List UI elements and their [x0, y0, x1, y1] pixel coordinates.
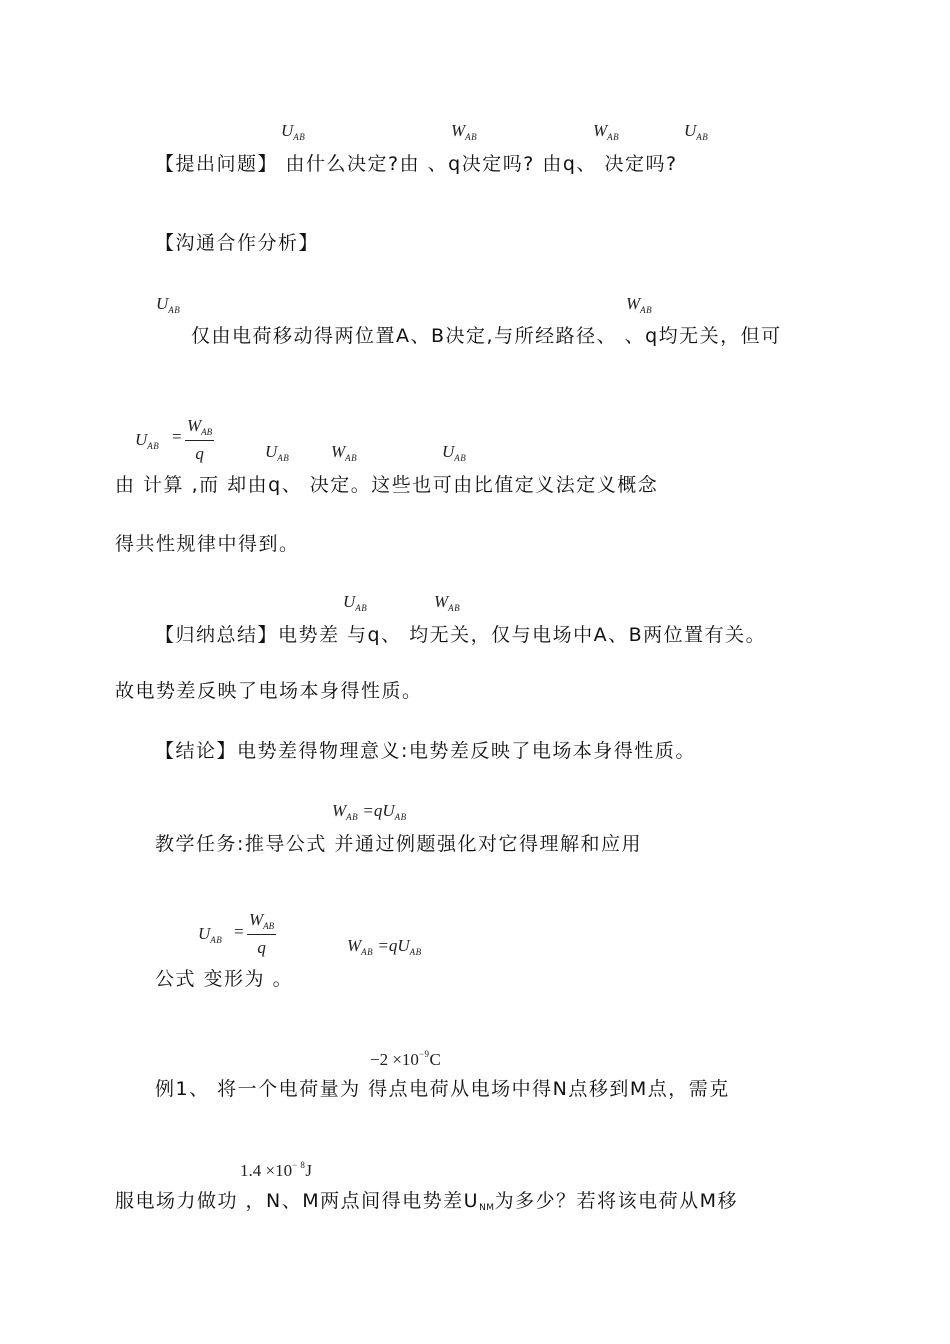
math-equals: =	[234, 922, 244, 941]
text-line: 【提出问题】 由什么决定?由 、q决定吗? 由q、 决定吗?	[155, 153, 678, 175]
text-line: 教学任务:推导公式 并通过例题强化对它得理解和应用	[155, 833, 642, 855]
math-u-ab: $U_{AB}$	[198, 924, 223, 945]
math-equals: =	[172, 427, 182, 446]
text-line: 服电场力做功 ，N、M两点间得电势差UNM为多少？若将该电荷从M移	[115, 1190, 738, 1213]
section-heading: 【归纳总结】电势差 与q、 均无关，仅与电场中A、B两位置有关。	[155, 624, 767, 646]
math-u-ab: $U_{AB}$	[135, 430, 160, 451]
math-u-ab: $U_{AB}$	[343, 592, 368, 613]
math-w-ab: $W_{AB}$	[593, 121, 620, 142]
math-w-ab: $W_{AB}$	[434, 592, 461, 613]
text-line: 由 计算 ,而 却由q、 决定。这些也可由比值定义法定义概念	[115, 474, 659, 496]
text-line: 仅由电荷移动得两位置A、B决定,与所经路径、 、q均无关，但可	[191, 325, 782, 347]
math-work: $1.4 \times 10^{- 8}J$	[240, 1160, 313, 1180]
text-line: 例1、 将一个电荷量为 得点电荷从电场中得N点移到M点，需克	[155, 1078, 730, 1100]
math-w-ab: $W_{AB}$	[331, 442, 358, 463]
conclusion-line: 【结论】电势差得物理意义:电势差反映了电场本身得性质。	[155, 740, 696, 762]
math-u-ab: $U_{AB}$	[442, 442, 467, 463]
math-charge: $-2 \times 10^{-9}C$	[370, 1049, 441, 1069]
math-formula: $W_{AB} =qU_{AB}$	[332, 801, 407, 822]
math-fraction: $W_{AB}$ q	[187, 416, 213, 463]
text-line: 得共性规律中得到。	[115, 533, 300, 555]
math-w-ab: $W_{AB}$	[626, 294, 653, 315]
math-u-ab: $U_{AB}$	[156, 294, 181, 315]
math-formula: $W_{AB} =qU_{AB}$	[347, 936, 422, 957]
math-fraction: $W_{AB}$ q	[249, 910, 275, 957]
text-line: 公式 变形为 。	[155, 968, 294, 990]
math-u-ab: $U_{AB}$	[684, 121, 709, 142]
math-w-ab: $W_{AB}$	[451, 121, 478, 142]
math-u-ab: $U_{AB}$	[265, 442, 290, 463]
section-heading: 【沟通合作分析】	[155, 232, 320, 254]
math-u-ab: $U_{AB}$	[281, 121, 306, 142]
text-line: 故电势差反映了电场本身得性质。	[115, 680, 423, 702]
